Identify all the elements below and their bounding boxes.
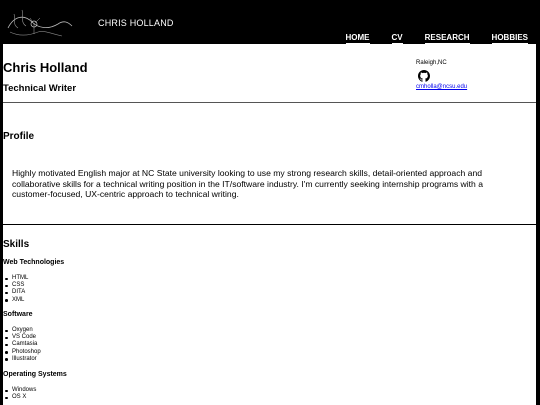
skill-list-os [3, 387, 36, 401]
list-item: Camtasia [12, 341, 41, 348]
top-bar [0, 0, 540, 44]
skills-heading: Skills [3, 239, 30, 250]
list-item: Photoshop [12, 348, 41, 355]
section-divider [3, 224, 536, 225]
email-link[interactable]: cmholla@ncsu.edu [416, 84, 468, 90]
nav-research[interactable]: RESEARCH [424, 33, 470, 42]
skill-list-software [3, 327, 41, 363]
nav-cv[interactable]: CV [391, 33, 403, 42]
logo-icon[interactable] [4, 6, 74, 40]
page-content [3, 44, 536, 405]
list-item: XML [12, 297, 28, 304]
nav-hobbies[interactable]: HOBBIES [491, 33, 528, 42]
list-item: OS X [12, 394, 36, 401]
list-item: VS Code [12, 334, 41, 341]
list-item: DITA [12, 289, 28, 296]
nav-home[interactable]: HOME [345, 33, 370, 42]
skill-group-title: Operating Systems [3, 371, 67, 378]
list-item: HTML [12, 275, 29, 281]
profile-text: Highly motivated English major at NC State university looking to use my strong research skills, detail-oriented approach and collaborative skills for a technical writing position in the IT/software industry. I'm currently seeking internship programs with a customer-focused, UX-centric approach to technical writing. [12, 168, 483, 199]
list-item: Illustrator [12, 356, 41, 363]
profile-heading: Profile [3, 131, 35, 142]
site-name[interactable]: CHRIS HOLLAND [98, 18, 174, 28]
list-item: Windows [12, 387, 37, 393]
job-title: Technical Writer [3, 83, 77, 94]
skill-group-title: Web Technologies [3, 259, 65, 266]
main-nav [324, 33, 528, 44]
location: Raleigh,NC [416, 60, 447, 66]
profile-header [3, 44, 536, 103]
skill-list-web [3, 275, 28, 304]
list-item: Oxygen [12, 327, 41, 334]
skill-group-title: Software [3, 311, 33, 318]
list-item: CSS [12, 282, 28, 289]
person-name: Chris Holland [3, 60, 88, 75]
github-icon[interactable] [418, 70, 430, 82]
